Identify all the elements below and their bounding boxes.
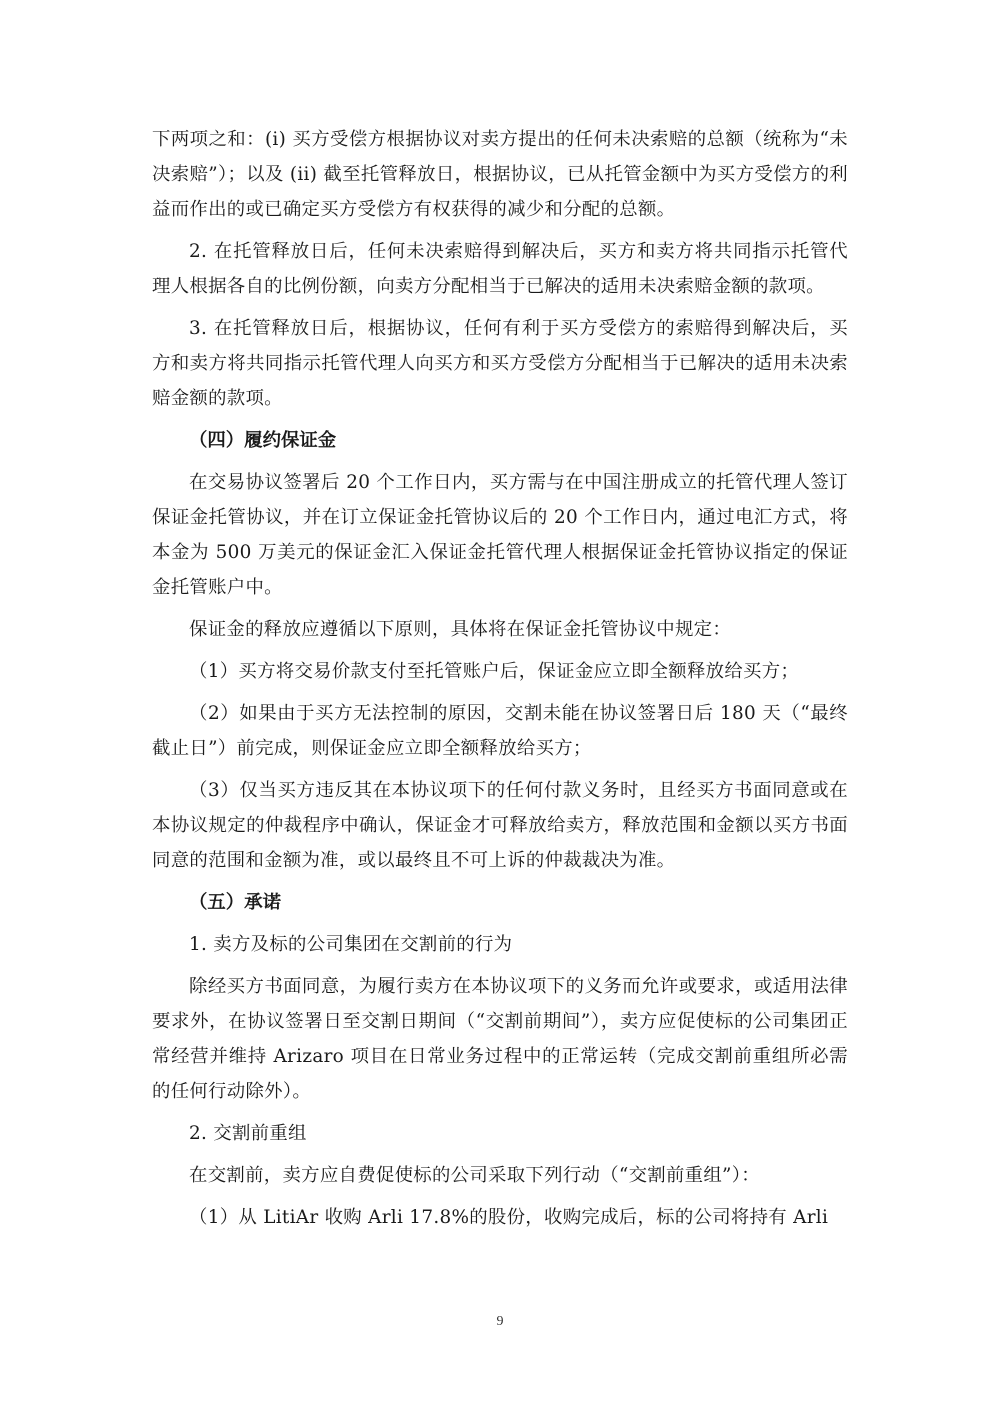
paragraph: （2）如果由于买方无法控制的原因，交割未能在协议签署日后 180 天（“最终截止日”）前完成，则保证金应立即全额释放给买方； [152,703,848,759]
document-body [152,122,848,1242]
section-heading: （四）履约保证金 [189,430,337,451]
paragraph: 下两项之和：(i) 买方受偿方根据协议对卖方提出的任何未决索赔的总额（统称为“未决索赔”）；以及 (ii) 截至托管释放日，根据协议，已从托管金额中为买方受偿方的利益而作出的或已确定买方受偿方有权获得的减少和分配的总额。 [152,129,848,220]
paragraph: 在交易协议签署后 20 个工作日内，买方需与在中国注册成立的托管代理人签订保证金托管协议，并在订立保证金托管协议后的 20 个工作日内，通过电汇方式，将本金为 500 万美元的保证金汇入保证金托管代理人根据保证金托管协议指定的保证金托管账户中。 [152,472,848,598]
paragraph: 2. 在托管释放日后，任何未决索赔得到解决后，买方和卖方将共同指示托管代理人根据各自的比例份额，向卖方分配相当于已解决的适用未决索赔金额的款项。 [152,241,848,297]
paragraph: 保证金的释放应遵循以下原则，具体将在保证金托管协议中规定： [189,619,732,640]
paragraph: 在交割前，卖方应自费促使标的公司采取下列行动（“交割前重组”）： [189,1165,760,1186]
section-heading: （五）承诺 [189,892,281,913]
page-number: 9 [496,1314,504,1329]
paragraph: 3. 在托管释放日后，根据协议，任何有利于买方受偿方的索赔得到解决后，买方和卖方将共同指示托管代理人向买方和买方受偿方分配相当于已解决的适用未决索赔金额的款项。 [152,318,848,409]
paragraph: 除经买方书面同意，为履行卖方在本协议项下的义务而允许或要求，或适用法律要求外，在协议签署日至交割日期间（“交割前期间”），卖方应促使标的公司集团正常经营并维持 Arizaro 项目在日常业务过程中的正常运转（完成交割前重组所必需的任何行动除外）。 [152,976,848,1102]
paragraph: 1. 卖方及标的公司集团在交割前的行为 [189,934,513,955]
paragraph: （1）买方将交易价款支付至托管账户后，保证金应立即全额释放给买方； [189,661,800,682]
paragraph: （3）仅当买方违反其在本协议项下的任何付款义务时，且经买方书面同意或在本协议规定的仲裁程序中确认，保证金才可释放给卖方，释放范围和金额以买方书面同意的范围和金额为准，或以最终且不可上诉的仲裁裁决为准。 [152,780,848,871]
paragraph: 2. 交割前重组 [189,1123,307,1144]
paragraph: （1）从 LitiAr 收购 Arli 17.8%的股份，收购完成后，标的公司将持有 Arli [189,1207,829,1228]
